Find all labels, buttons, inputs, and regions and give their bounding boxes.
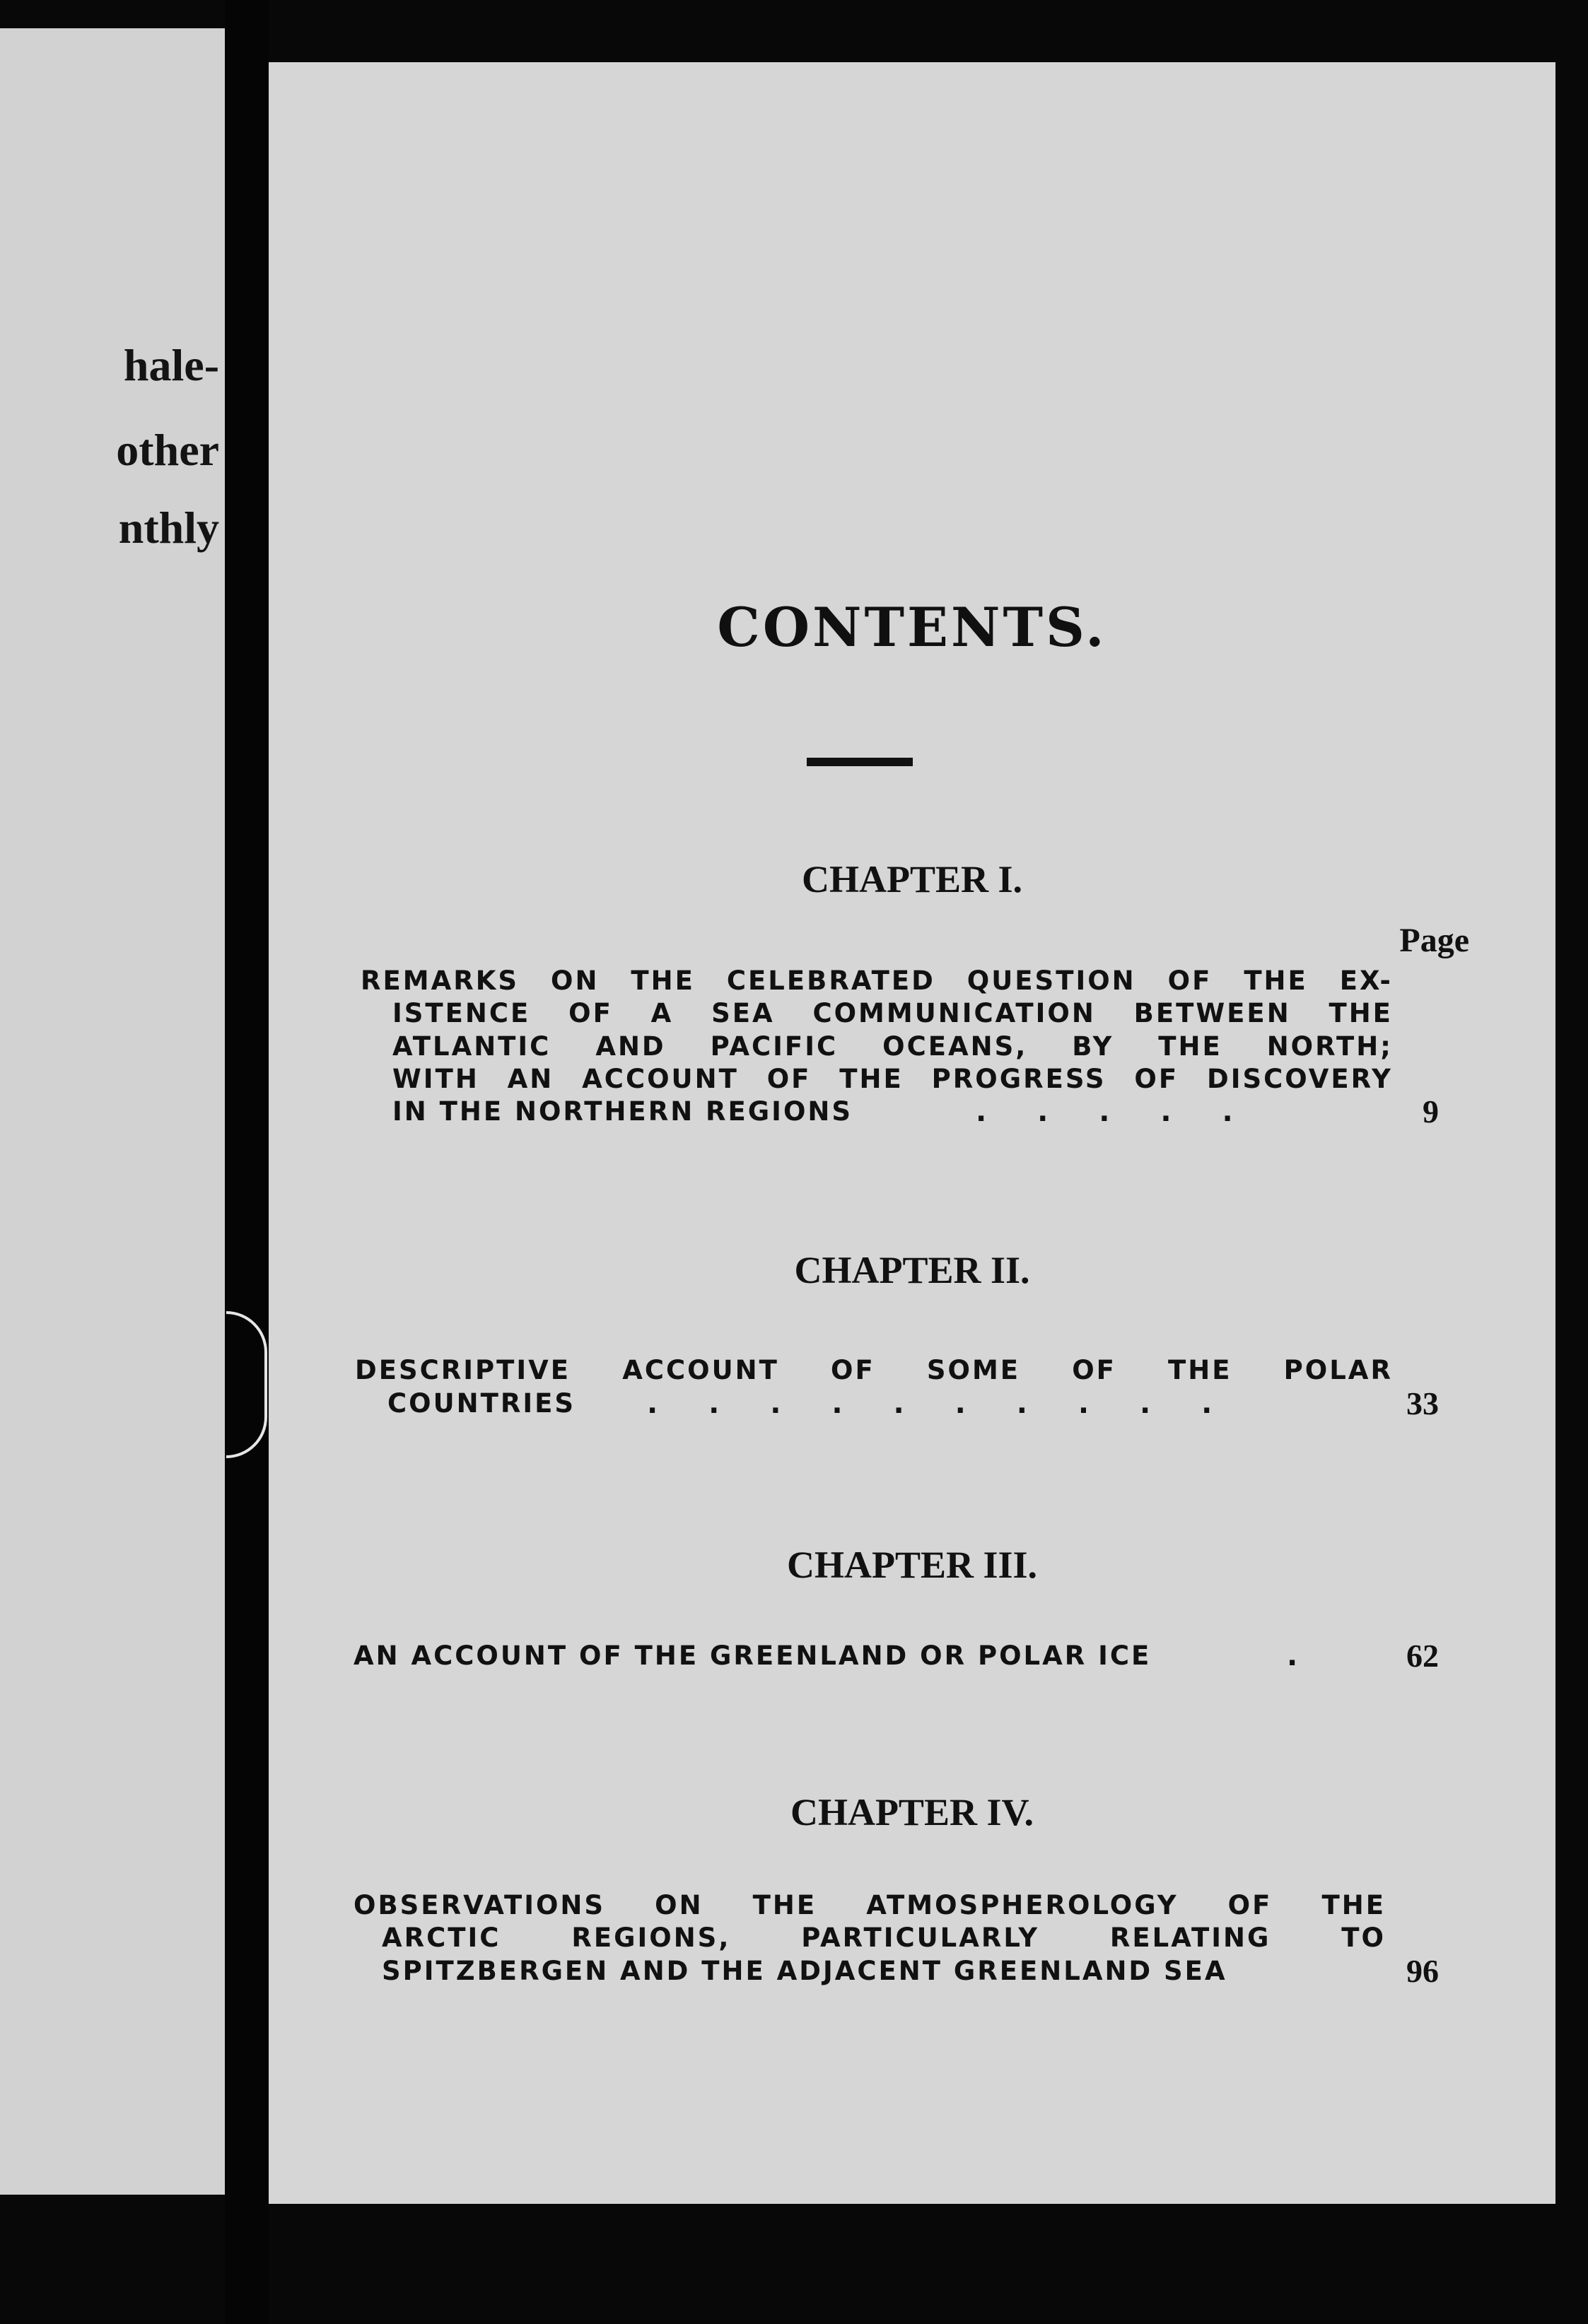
toc-entry-line: ATLANTIC AND PACIFIC OCEANS, BY THE NORTH; xyxy=(392,1031,1393,1062)
toc-entry-line: OBSERVATIONS ON THE ATMOSPHEROLOGY OF THE xyxy=(354,1890,1386,1920)
toc-page-number: 33 xyxy=(1406,1385,1439,1421)
toc-page-number: 9 xyxy=(1423,1093,1439,1129)
book-gutter xyxy=(225,0,269,2324)
chapter-heading: CHAPTER II. xyxy=(794,1249,1030,1291)
dot-leader: . . . . . . . . . . xyxy=(647,1387,1213,1420)
facing-page-text: nthly xyxy=(118,503,219,553)
toc-entry-line: ARCTIC REGIONS, PARTICULARLY RELATING TO xyxy=(382,1923,1386,1953)
toc-entry-line: ISTENCE OF A SEA COMMUNICATION BETWEEN THE xyxy=(392,998,1393,1028)
chapter-heading: CHAPTER I. xyxy=(801,858,1023,900)
dot-leader: . xyxy=(1287,1640,1298,1672)
page-title: CONTENTS. xyxy=(717,596,1107,659)
page-column-label: Page xyxy=(1399,922,1469,959)
toc-entry-text: AN ACCOUNT OF THE GREENLAND OR POLAR ICE xyxy=(354,1641,1152,1671)
toc-entry-text: IN THE NORTHERN REGIONS xyxy=(392,1096,853,1127)
facing-page-text: other xyxy=(116,425,219,475)
toc-entry-text: COUNTRIES xyxy=(387,1388,576,1419)
title-rule xyxy=(807,758,913,766)
toc-entry-line: REMARKS ON THE CELEBRATED QUESTION OF THE EX- xyxy=(361,966,1393,996)
dot-leader: . . . . . xyxy=(976,1096,1233,1128)
toc-entry-line xyxy=(382,1955,1227,1988)
toc-entry-line xyxy=(387,1387,576,1420)
chapter-heading: CHAPTER IV. xyxy=(790,1791,1034,1833)
facing-page-text: hale- xyxy=(123,340,219,390)
toc-entry-line: WITH AN ACCOUNT OF THE PROGRESS OF DISCOVERY xyxy=(392,1064,1393,1094)
page-tear-mark xyxy=(226,1311,267,1458)
chapter-heading: CHAPTER III. xyxy=(786,1544,1038,1586)
contents-page xyxy=(269,62,1555,2204)
toc-entry-text: SPITZBERGEN AND THE ADJACENT GREENLAND SEA xyxy=(382,1956,1227,1986)
toc-page-number: 96 xyxy=(1406,1953,1439,1989)
toc-entry-line: DESCRIPTIVE ACCOUNT OF SOME OF THE POLAR xyxy=(355,1355,1393,1385)
toc-page-number: 62 xyxy=(1406,1638,1439,1674)
toc-entry-line xyxy=(392,1096,853,1128)
toc-entry-line xyxy=(354,1640,1151,1672)
facing-page-fragment xyxy=(0,28,225,2195)
